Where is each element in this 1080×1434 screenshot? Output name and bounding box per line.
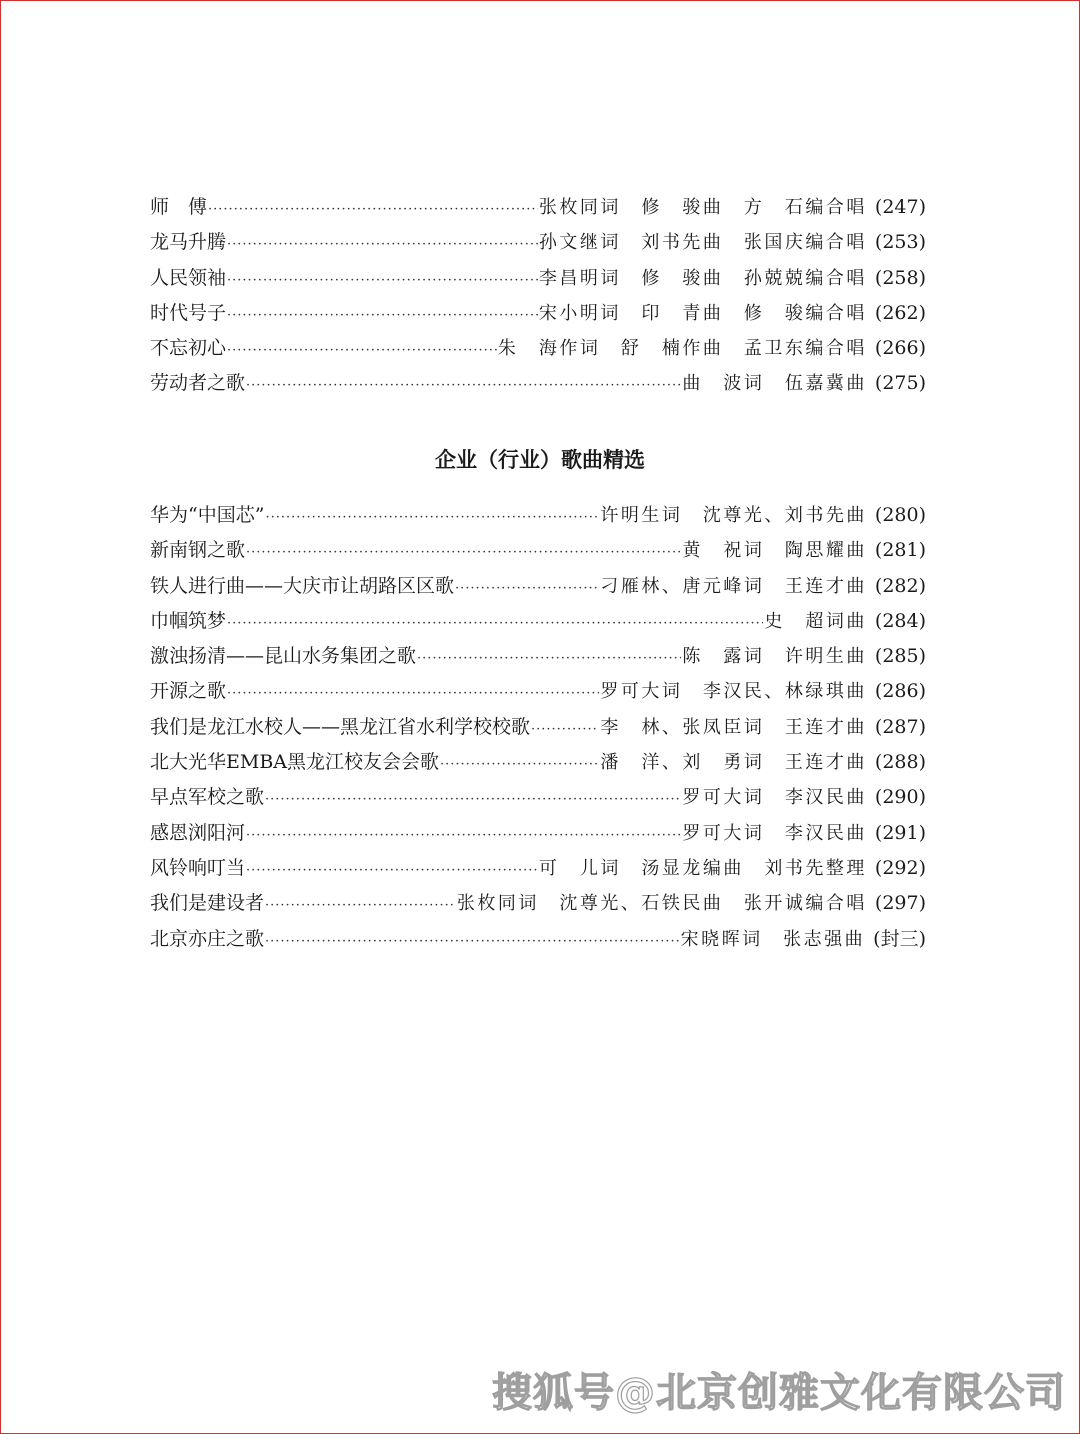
toc-section-2: [150, 498, 926, 957]
entry-credit: 孙文继词 刘书先曲 张国庆编合唱: [538, 232, 867, 254]
toc-entry: [150, 331, 926, 366]
entry-page: (284): [874, 609, 926, 632]
entry-page: (282): [874, 574, 926, 597]
entry-page: (287): [874, 715, 926, 738]
watermark: 搜狐号@北京创雅文化有限公司: [492, 1370, 1066, 1416]
entry-credit: 张枚同词 沈尊光、石铁民曲 张开诚编合唱: [456, 893, 867, 915]
entry-credit: 罗可大词 李汉民曲: [682, 822, 867, 844]
leader-dots: [265, 500, 599, 535]
entry-credit: 黄 祝词 陶思耀曲: [682, 540, 867, 562]
entry-title: 早点军校之歌: [150, 786, 265, 809]
entry-title: 我们是建设者: [150, 892, 265, 915]
toc-entry: [150, 886, 926, 921]
leader-dots: [246, 535, 681, 570]
entry-title: 龙马升腾: [150, 231, 227, 254]
entry-title: 感恩浏阳河: [150, 821, 246, 844]
leader-dots: [265, 782, 681, 817]
entry-credit: 罗可大词 李汉民、林绿琪曲: [600, 681, 867, 703]
entry-title: 人民领袖: [150, 266, 227, 289]
entry-credit: 张枚同词 修 骏曲 方 石编合唱: [538, 197, 867, 218]
toc-entry: [150, 710, 926, 745]
entry-page: (290): [874, 786, 926, 809]
leader-dots: [531, 712, 599, 747]
entry-title: 北大光华EMBA黑龙江校友会会歌: [150, 751, 440, 774]
entry-credit: 许明生词 沈尊光、刘书先曲: [600, 505, 867, 526]
toc-entry: [150, 745, 926, 780]
entry-credit: 李昌明词 修 骏曲 孙兢兢编合唱: [538, 267, 867, 289]
leader-dots: [227, 333, 497, 368]
toc-entry: [150, 639, 926, 674]
entry-title: 铁人进行曲——大庆市让胡路区区歌: [150, 574, 455, 597]
entry-title: 开源之歌: [150, 680, 227, 703]
leader-dots: [265, 888, 456, 923]
entry-page: (247): [874, 196, 926, 218]
entry-title: 新南钢之歌: [150, 539, 246, 562]
entry-title: 师 傅: [150, 196, 208, 218]
leader-dots: [227, 227, 538, 262]
toc-entry: [150, 366, 926, 401]
leader-dots: [208, 192, 538, 227]
entry-credit: 刁雁林、唐元峰词 王连才曲: [600, 575, 867, 597]
entry-page: (291): [874, 821, 926, 844]
leader-dots: [227, 263, 538, 298]
entry-credit: 罗可大词 李汉民曲: [682, 787, 867, 809]
entry-title: 劳动者之歌: [150, 372, 246, 395]
entry-page: (281): [874, 539, 926, 562]
leader-dots: [227, 676, 599, 711]
toc-entry: [150, 851, 926, 886]
entry-page: (262): [874, 301, 926, 324]
entry-title: 北京亦庄之歌: [150, 927, 265, 950]
leader-dots: [227, 298, 538, 333]
leader-dots: [417, 641, 681, 676]
entry-title: 不忘初心: [150, 337, 227, 360]
entry-page: (297): [874, 892, 926, 915]
toc-entry: [150, 569, 926, 604]
toc-entry: [150, 922, 926, 957]
toc-entry: [150, 533, 926, 568]
entry-title: 我们是龙江水校人——黑龙江省水利学校校歌: [150, 715, 531, 738]
entry-title: 华为“中国芯”: [150, 504, 265, 526]
entry-page: (275): [874, 372, 926, 395]
toc-entry: [150, 296, 926, 331]
toc-entry: [150, 604, 926, 639]
leader-dots: [246, 818, 681, 853]
toc-entry: [150, 816, 926, 851]
entry-page: (286): [874, 680, 926, 703]
toc-entry: [150, 498, 926, 533]
entry-title: 时代号子: [150, 301, 227, 324]
toc-entry: [150, 190, 926, 225]
toc-entry: [150, 674, 926, 709]
toc-entry: [150, 261, 926, 296]
entry-credit: 朱 海作词 舒 楠作曲 孟卫东编合唱: [497, 338, 867, 360]
leader-dots: [265, 924, 680, 959]
entry-page: (258): [874, 266, 926, 289]
entry-credit: 史 超词曲: [764, 610, 867, 632]
entry-page: (285): [874, 645, 926, 668]
leader-dots: [455, 571, 599, 606]
toc-section-1: [150, 190, 926, 402]
entry-page: (266): [874, 337, 926, 360]
section-heading: 企业（行业）歌曲精选: [435, 448, 645, 472]
entry-title: 激浊扬清——昆山水务集团之歌: [150, 645, 417, 668]
toc-entry: [150, 225, 926, 260]
entry-credit: 曲 波词 伍嘉冀曲: [682, 373, 867, 395]
entry-credit: 宋小明词 印 青曲 修 骏编合唱: [538, 302, 867, 324]
leader-dots: [227, 606, 763, 641]
entry-credit: 潘 洋、刘 勇词 王连才曲: [600, 752, 867, 774]
entry-page: (封三): [873, 927, 926, 950]
leader-dots: [246, 853, 538, 888]
entry-credit: 宋晓晖词 张志强曲: [680, 928, 866, 950]
entry-page: (253): [874, 231, 926, 254]
entry-credit: 可 儿词 汤显龙编曲 刘书先整理: [538, 857, 867, 879]
entry-title: 风铃响叮当: [150, 856, 246, 879]
entry-page: (288): [874, 751, 926, 774]
leader-dots: [246, 368, 681, 403]
entry-title: 巾帼筑梦: [150, 609, 227, 632]
toc-entry: [150, 780, 926, 815]
leader-dots: [440, 747, 599, 782]
entry-credit: 陈 露词 许明生曲: [682, 646, 867, 668]
entry-page: (292): [874, 856, 926, 879]
entry-credit: 李 林、张凤臣词 王连才曲: [600, 716, 867, 738]
entry-page: (280): [874, 504, 926, 526]
